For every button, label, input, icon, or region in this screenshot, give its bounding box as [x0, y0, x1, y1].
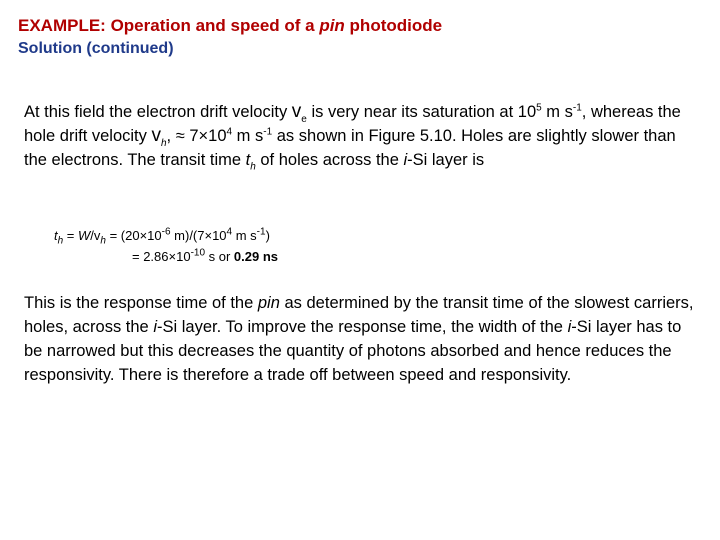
slide-title — [18, 16, 442, 36]
equation-line-1: $t_h = W/v_h = (20\times 10^{-6}$ $m)/(7\times 10^4$ m $s^{-1}$) — [54, 226, 270, 247]
title-text-end: photodiode — [344, 16, 443, 35]
slide-subtitle: Solution (continued) — [18, 40, 174, 57]
result-value: 0.29 ns — [233, 249, 279, 264]
equation-line-2: = $2.86\times 10^{-10}$ s or 0.29 ns — [132, 247, 279, 264]
title-text: Operation and speed of a — [105, 16, 320, 35]
title-pin: pin — [319, 16, 345, 35]
vh-symbol: $v_h$ — [151, 125, 167, 149]
ve-symbol: $v_e$ — [291, 101, 307, 125]
paragraph-drift-velocity: At this field the electron drift velocity $v_e$ is very near its saturation at $10^5$ m $s^{-1}$, whereas the hole drift velocity $v_h$, ≈ $7\times 10^4$ m $s^{-1}$ as shown in Figure 5.10. Holes are slightly slower than the electrons. The transit time $t_h$ of holes across the i-Si layer is — [24, 101, 681, 173]
paragraph-response-time: This is the response time of the pin as determined by the transit time of the slowest carriers, holes, across the i-Si layer. To improve the response time, the width of the i-Si layer has to be narrowed but this decreases the quantity of photons absorbed and hence reduces the responsivity. There is therefore a trade off between speed and responsivity. — [24, 294, 694, 384]
example-label: EXAMPLE: — [18, 16, 106, 35]
